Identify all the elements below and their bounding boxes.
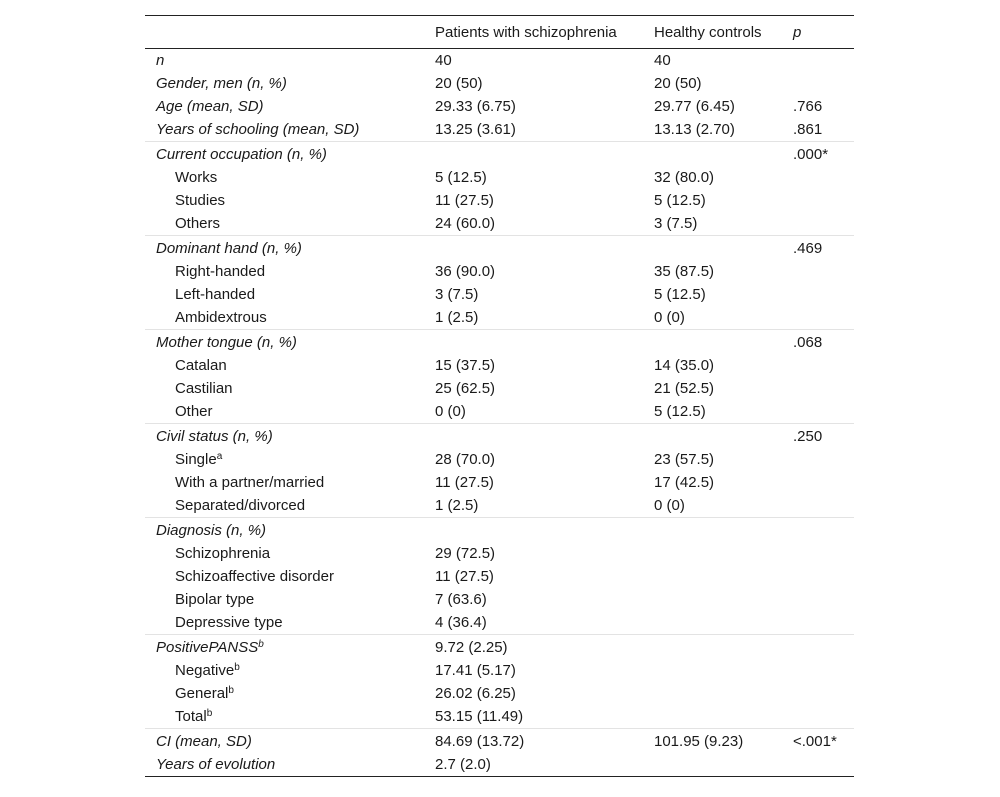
controls-value: 35 (87.5) <box>654 263 715 280</box>
row-label-with-footnote <box>145 635 435 660</box>
row-label-with-footnote <box>145 448 435 471</box>
table-row <box>145 95 854 118</box>
controls-value <box>654 753 793 777</box>
controls-value: 3 (7.5) <box>654 215 698 232</box>
p-value <box>793 166 854 189</box>
table-row <box>145 283 854 306</box>
table-row <box>145 705 854 729</box>
controls-value <box>654 424 793 449</box>
row-label: Single <box>175 451 217 468</box>
controls-value <box>654 659 793 682</box>
footnote-marker: b <box>234 662 240 673</box>
row-label: Ambidextrous <box>175 309 267 326</box>
patients-value <box>435 424 654 449</box>
table-row <box>145 542 854 565</box>
patients-value: 26.02 (6.25) <box>435 685 516 702</box>
table-row <box>145 448 854 471</box>
p-value <box>793 753 854 777</box>
table-row <box>145 494 854 518</box>
patients-value: 1 (2.5) <box>435 309 479 326</box>
table-row <box>145 72 854 95</box>
patients-value: 84.69 (13.72) <box>435 729 654 754</box>
row-label: Schizophrenia <box>175 545 271 562</box>
p-value <box>793 494 854 518</box>
table-row <box>145 212 854 236</box>
controls-value: 21 (52.5) <box>654 380 715 397</box>
patients-value: 13.25 (3.61) <box>435 121 516 138</box>
controls-value <box>654 682 793 705</box>
p-value <box>793 635 854 660</box>
table-row <box>145 565 854 588</box>
footnote-marker: b <box>228 685 234 696</box>
table-row <box>145 588 854 611</box>
patients-value: 11 (27.5) <box>435 474 494 491</box>
controls-value <box>654 542 793 565</box>
patients-value: 11 (27.5) <box>435 192 494 209</box>
row-label: Castilian <box>175 380 233 397</box>
row-label: Left-handed <box>175 286 256 303</box>
table-row-section <box>145 424 854 449</box>
p-value: .000* <box>793 142 854 167</box>
controls-value: 0 (0) <box>654 497 685 514</box>
footnote-marker: b <box>206 708 213 719</box>
table-row <box>145 682 854 705</box>
controls-value <box>654 705 793 729</box>
patients-value <box>435 330 654 355</box>
row-label-with-footnote <box>145 682 435 705</box>
p-value <box>793 682 854 705</box>
p-value <box>793 283 854 306</box>
patients-value <box>435 518 654 543</box>
patients-value: 2.7 (2.0) <box>435 756 491 773</box>
table-row-section <box>145 236 854 261</box>
p-value <box>793 611 854 635</box>
patients-value: 17.41 (5.17) <box>435 662 516 679</box>
p-value <box>793 518 854 543</box>
row-label: Civil status (n, %) <box>145 424 435 449</box>
p-value <box>793 542 854 565</box>
p-value <box>793 212 854 236</box>
row-label: Depressive type <box>175 614 283 631</box>
table-row <box>145 260 854 283</box>
patients-value: 11 (27.5) <box>435 568 494 585</box>
controls-value: 32 (80.0) <box>654 169 715 186</box>
table-row <box>145 611 854 635</box>
row-label-with-footnote <box>145 659 435 682</box>
patients-value: 20 (50) <box>435 75 483 92</box>
table-row <box>145 189 854 212</box>
patients-value: 7 (63.6) <box>435 591 487 608</box>
p-value: <.001* <box>793 729 854 754</box>
header-label <box>145 16 435 49</box>
controls-value <box>654 236 793 261</box>
table-row <box>145 753 854 777</box>
p-value: .068 <box>793 330 854 355</box>
demographics-table <box>145 15 854 777</box>
row-label: Others <box>175 215 221 232</box>
table-row <box>145 306 854 330</box>
row-label: Studies <box>175 192 226 209</box>
row-label: Mother tongue (n, %) <box>145 330 435 355</box>
p-value <box>793 260 854 283</box>
footnote-marker: b <box>258 638 264 650</box>
row-label: Current occupation (n, %) <box>145 142 435 167</box>
table-row-section <box>145 330 854 355</box>
controls-value: 14 (35.0) <box>654 357 715 374</box>
controls-value <box>654 142 793 167</box>
row-label: Catalan <box>175 357 227 374</box>
patients-value: 28 (70.0) <box>435 451 496 468</box>
controls-value <box>654 611 793 635</box>
patients-value <box>435 236 654 261</box>
row-label: PositivePANSS <box>156 638 259 656</box>
row-label: CI (mean, SD) <box>145 729 435 754</box>
patients-value: 24 (60.0) <box>435 215 496 232</box>
p-value <box>793 705 854 729</box>
controls-value: 5 (12.5) <box>654 192 706 209</box>
patients-value: 0 (0) <box>435 403 466 420</box>
patients-value: 36 (90.0) <box>435 263 496 280</box>
controls-value <box>654 518 793 543</box>
controls-value <box>654 330 793 355</box>
controls-value: 17 (42.5) <box>654 474 715 491</box>
header-patients: Patients with schizophrenia <box>435 23 617 41</box>
table-row <box>145 354 854 377</box>
controls-value: 5 (12.5) <box>654 286 706 303</box>
patients-value: 40 <box>435 52 452 69</box>
controls-value: 13.13 (2.70) <box>654 121 735 138</box>
row-label: Age (mean, SD) <box>156 98 264 115</box>
row-label: Other <box>175 403 213 420</box>
patients-value: 4 (36.4) <box>435 614 487 631</box>
p-value <box>793 306 854 330</box>
row-label: Bipolar type <box>175 591 255 608</box>
table-row-section <box>145 635 854 660</box>
p-value: .861 <box>793 121 823 138</box>
p-value: .469 <box>793 236 854 261</box>
controls-value: 0 (0) <box>654 309 685 326</box>
patients-value: 29 (72.5) <box>435 545 496 562</box>
p-value <box>793 588 854 611</box>
patients-value: 25 (62.5) <box>435 380 496 397</box>
header-controls: Healthy controls <box>654 23 762 41</box>
row-label: With a partner/married <box>175 474 325 491</box>
controls-value <box>654 588 793 611</box>
p-value <box>793 448 854 471</box>
controls-value: 101.95 (9.23) <box>654 729 793 754</box>
p-value <box>793 377 854 400</box>
patients-value: 3 (7.5) <box>435 286 479 303</box>
p-value <box>793 471 854 494</box>
table-row-section <box>145 729 854 754</box>
controls-value: 20 (50) <box>654 75 702 92</box>
patients-value: 9.72 (2.25) <box>435 635 654 660</box>
controls-value: 5 (12.5) <box>654 403 706 420</box>
controls-value: 40 <box>654 52 671 69</box>
p-value <box>793 189 854 212</box>
controls-value <box>654 565 793 588</box>
p-value: .250 <box>793 424 854 449</box>
p-value <box>793 565 854 588</box>
p-value <box>793 354 854 377</box>
table-row <box>145 49 854 73</box>
table-row <box>145 166 854 189</box>
table-row <box>145 118 854 142</box>
header-row <box>145 16 854 49</box>
footnote-marker: a <box>216 451 223 462</box>
table-row <box>145 377 854 400</box>
row-label: Right-handed <box>175 263 266 280</box>
row-label: Works <box>175 169 218 186</box>
row-label: Years of evolution <box>156 756 276 773</box>
patients-value: 29.33 (6.75) <box>435 98 516 115</box>
controls-value <box>654 635 793 660</box>
row-label: Negative <box>175 662 235 679</box>
header-p: p <box>793 23 802 41</box>
p-value <box>793 400 854 424</box>
row-label: Separated/divorced <box>175 497 306 514</box>
patients-value: 15 (37.5) <box>435 357 496 374</box>
table-row <box>145 471 854 494</box>
row-label: Total <box>175 708 207 725</box>
row-label: n <box>156 52 165 69</box>
patients-value: 53.15 (11.49) <box>435 708 524 725</box>
p-value: .766 <box>793 98 823 115</box>
row-label: Gender, men (n, %) <box>156 75 287 92</box>
row-label: Schizoaffective disorder <box>175 568 334 585</box>
row-label-with-footnote <box>145 705 435 729</box>
p-value <box>793 659 854 682</box>
table-row <box>145 659 854 682</box>
row-label: General <box>175 685 229 702</box>
row-label: Dominant hand (n, %) <box>145 236 435 261</box>
row-label: Years of schooling (mean, SD) <box>156 121 360 138</box>
table-row-section <box>145 518 854 543</box>
patients-value: 1 (2.5) <box>435 497 479 514</box>
controls-value: 29.77 (6.45) <box>654 98 735 115</box>
patients-value <box>435 142 654 167</box>
row-label: Diagnosis (n, %) <box>145 518 435 543</box>
patients-value: 5 (12.5) <box>435 169 487 186</box>
table-row-section <box>145 142 854 167</box>
p-value <box>793 72 854 95</box>
table-row <box>145 400 854 424</box>
p-value <box>793 49 854 73</box>
controls-value: 23 (57.5) <box>654 451 715 468</box>
